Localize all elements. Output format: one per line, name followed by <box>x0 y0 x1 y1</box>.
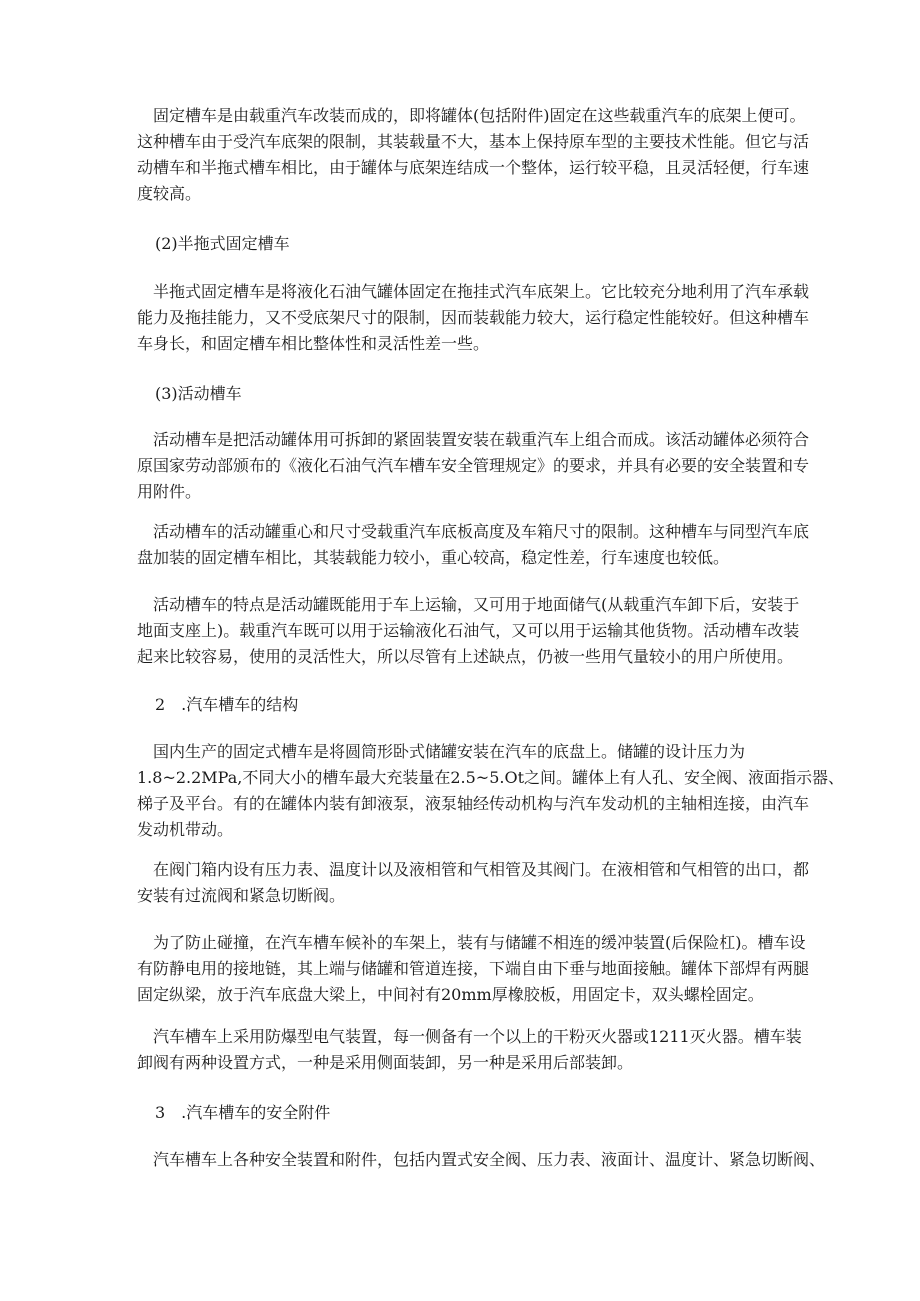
text-line: 汽车槽车上各种安全装置和附件，包括内置式安全阀、压力表、液面计、温度计、紧急切断阀、 <box>137 1150 826 1169</box>
text-line: 汽车槽车上采用防爆型电气装置，每一侧备有一个以上的干粉灭火器或1211灭火器。槽车装 <box>137 1027 802 1046</box>
heading-tanker-structure <box>155 692 805 718</box>
paragraph-collision <box>137 930 810 1008</box>
text-line: 有防静电用的接地链，其上端与储罐和管道连接，下端自由下垂与地面接触。罐体下部焊有两腿 <box>137 959 810 978</box>
heading-movable-tanker <box>155 381 805 407</box>
paragraph-movable-center <box>137 519 810 571</box>
text-line: 固定槽车是由载重汽车改装而成的，即将罐体(包括附件)固定在这些载重汽车的底架上便可。 <box>137 106 806 125</box>
text-line: 用附件。 <box>137 482 202 501</box>
section-heading: 2 .汽车槽车的结构 <box>155 695 299 714</box>
text-line: 梯子及平台。有的在罐体内装有卸液泵，液泵轴经传动机构与汽车发动机的主轴相连接，由汽车 <box>137 794 810 813</box>
text-line: 车身长，和固定槽车相比整体性和灵活性差一些。 <box>137 334 490 353</box>
paragraph-valve-box <box>137 857 810 909</box>
text-line: 活动槽车的活动罐重心和尺寸受载重汽车底板高度及车箱尺寸的限制。这种槽车与同型汽车底 <box>137 522 810 541</box>
paragraph-electrical <box>137 1024 802 1076</box>
text-line: 能力及拖挂能力，又不受底架尺寸的限制，因而装载能力较大，运行稳定性能较好。但这种槽车 <box>137 308 810 327</box>
paragraph-movable-tanker <box>137 427 810 505</box>
text-line: 这种槽车由于受汽车底架的限制，其装载量不大，基本上保持原车型的主要技术性能。但它与活 <box>137 132 810 151</box>
text-line: 卸阀有两种设置方式，一种是采用侧面装卸，另一种是采用后部装卸。 <box>137 1053 634 1072</box>
section-heading: (3)活动槽车 <box>155 384 242 403</box>
text-line: 起来比较容易，使用的灵活性大，所以尽管有上述缺点，仍被一些用气量较小的用户所使用。 <box>137 647 794 666</box>
text-line: 安装有过流阀和紧急切断阀。 <box>137 886 346 905</box>
heading-safety-accessories <box>155 1100 805 1126</box>
paragraph-fixed-tanker <box>137 103 810 207</box>
heading-semi-trailer <box>155 231 805 257</box>
section-heading: 3 .汽车槽车的安全附件 <box>155 1103 331 1122</box>
text-line: 地面支座上)。载重汽车既可以用于运输液化石油气，又可以用于运输其他货物。活动槽车改装 <box>137 621 800 640</box>
text-line: 在阀门箱内设有压力表、温度计以及液相管和气相管及其阀门。在液相管和气相管的出口，都 <box>137 860 810 879</box>
text-line: 半拖式固定槽车是将液化石油气罐体固定在拖挂式汽车底架上。它比较充分地利用了汽车承载 <box>137 282 810 301</box>
text-line: 活动槽车是把活动罐体用可拆卸的紧固装置安装在载重汽车上组合而成。该活动罐体必须符合 <box>137 430 810 449</box>
paragraph-semi-trailer <box>137 279 810 357</box>
paragraph-movable-features <box>137 592 800 670</box>
text-line: 国内生产的固定式槽车是将圆筒形卧式储罐安装在汽车的底盘上。储罐的设计压力为 <box>137 742 746 761</box>
text-line: 原国家劳动部颁布的《液化石油气汽车槽车安全管理规定》的要求，并具有必要的安全装置和专 <box>137 456 810 475</box>
text-line: 盘加装的固定槽车相比，其装载能力较小，重心较高，稳定性差，行车速度也较低。 <box>137 548 730 567</box>
text-line: 1.8~2.2MPa,不同大小的槽车最大充装量在2.5~5.Ot之间。罐体上有人孔、安全阀、液面指示器、 <box>137 768 845 787</box>
text-line: 为了防止碰撞，在汽车槽车候补的车架上，装有与储罐不相连的缓冲装置(后保险杠)。槽车设 <box>137 933 806 952</box>
paragraph-structure <box>137 739 845 843</box>
text-line: 度较高。 <box>137 184 202 203</box>
text-line: 活动槽车的特点是活动罐既能用于车上运输，又可用于地面储气(从载重汽车卸下后，安装于 <box>137 595 800 614</box>
paragraph-safety <box>137 1147 826 1173</box>
text-line: 发动机带动。 <box>137 820 234 839</box>
section-heading: (2)半拖式固定槽车 <box>155 234 290 253</box>
text-line: 固定纵梁，放于汽车底盘大梁上，中间衬有20mm厚橡胶板，用固定卡，双头螺栓固定。 <box>137 985 764 1004</box>
text-line: 动槽车和半拖式槽车相比，由于罐体与底架连结成一个整体，运行较平稳，且灵活轻便，行车速 <box>137 158 810 177</box>
